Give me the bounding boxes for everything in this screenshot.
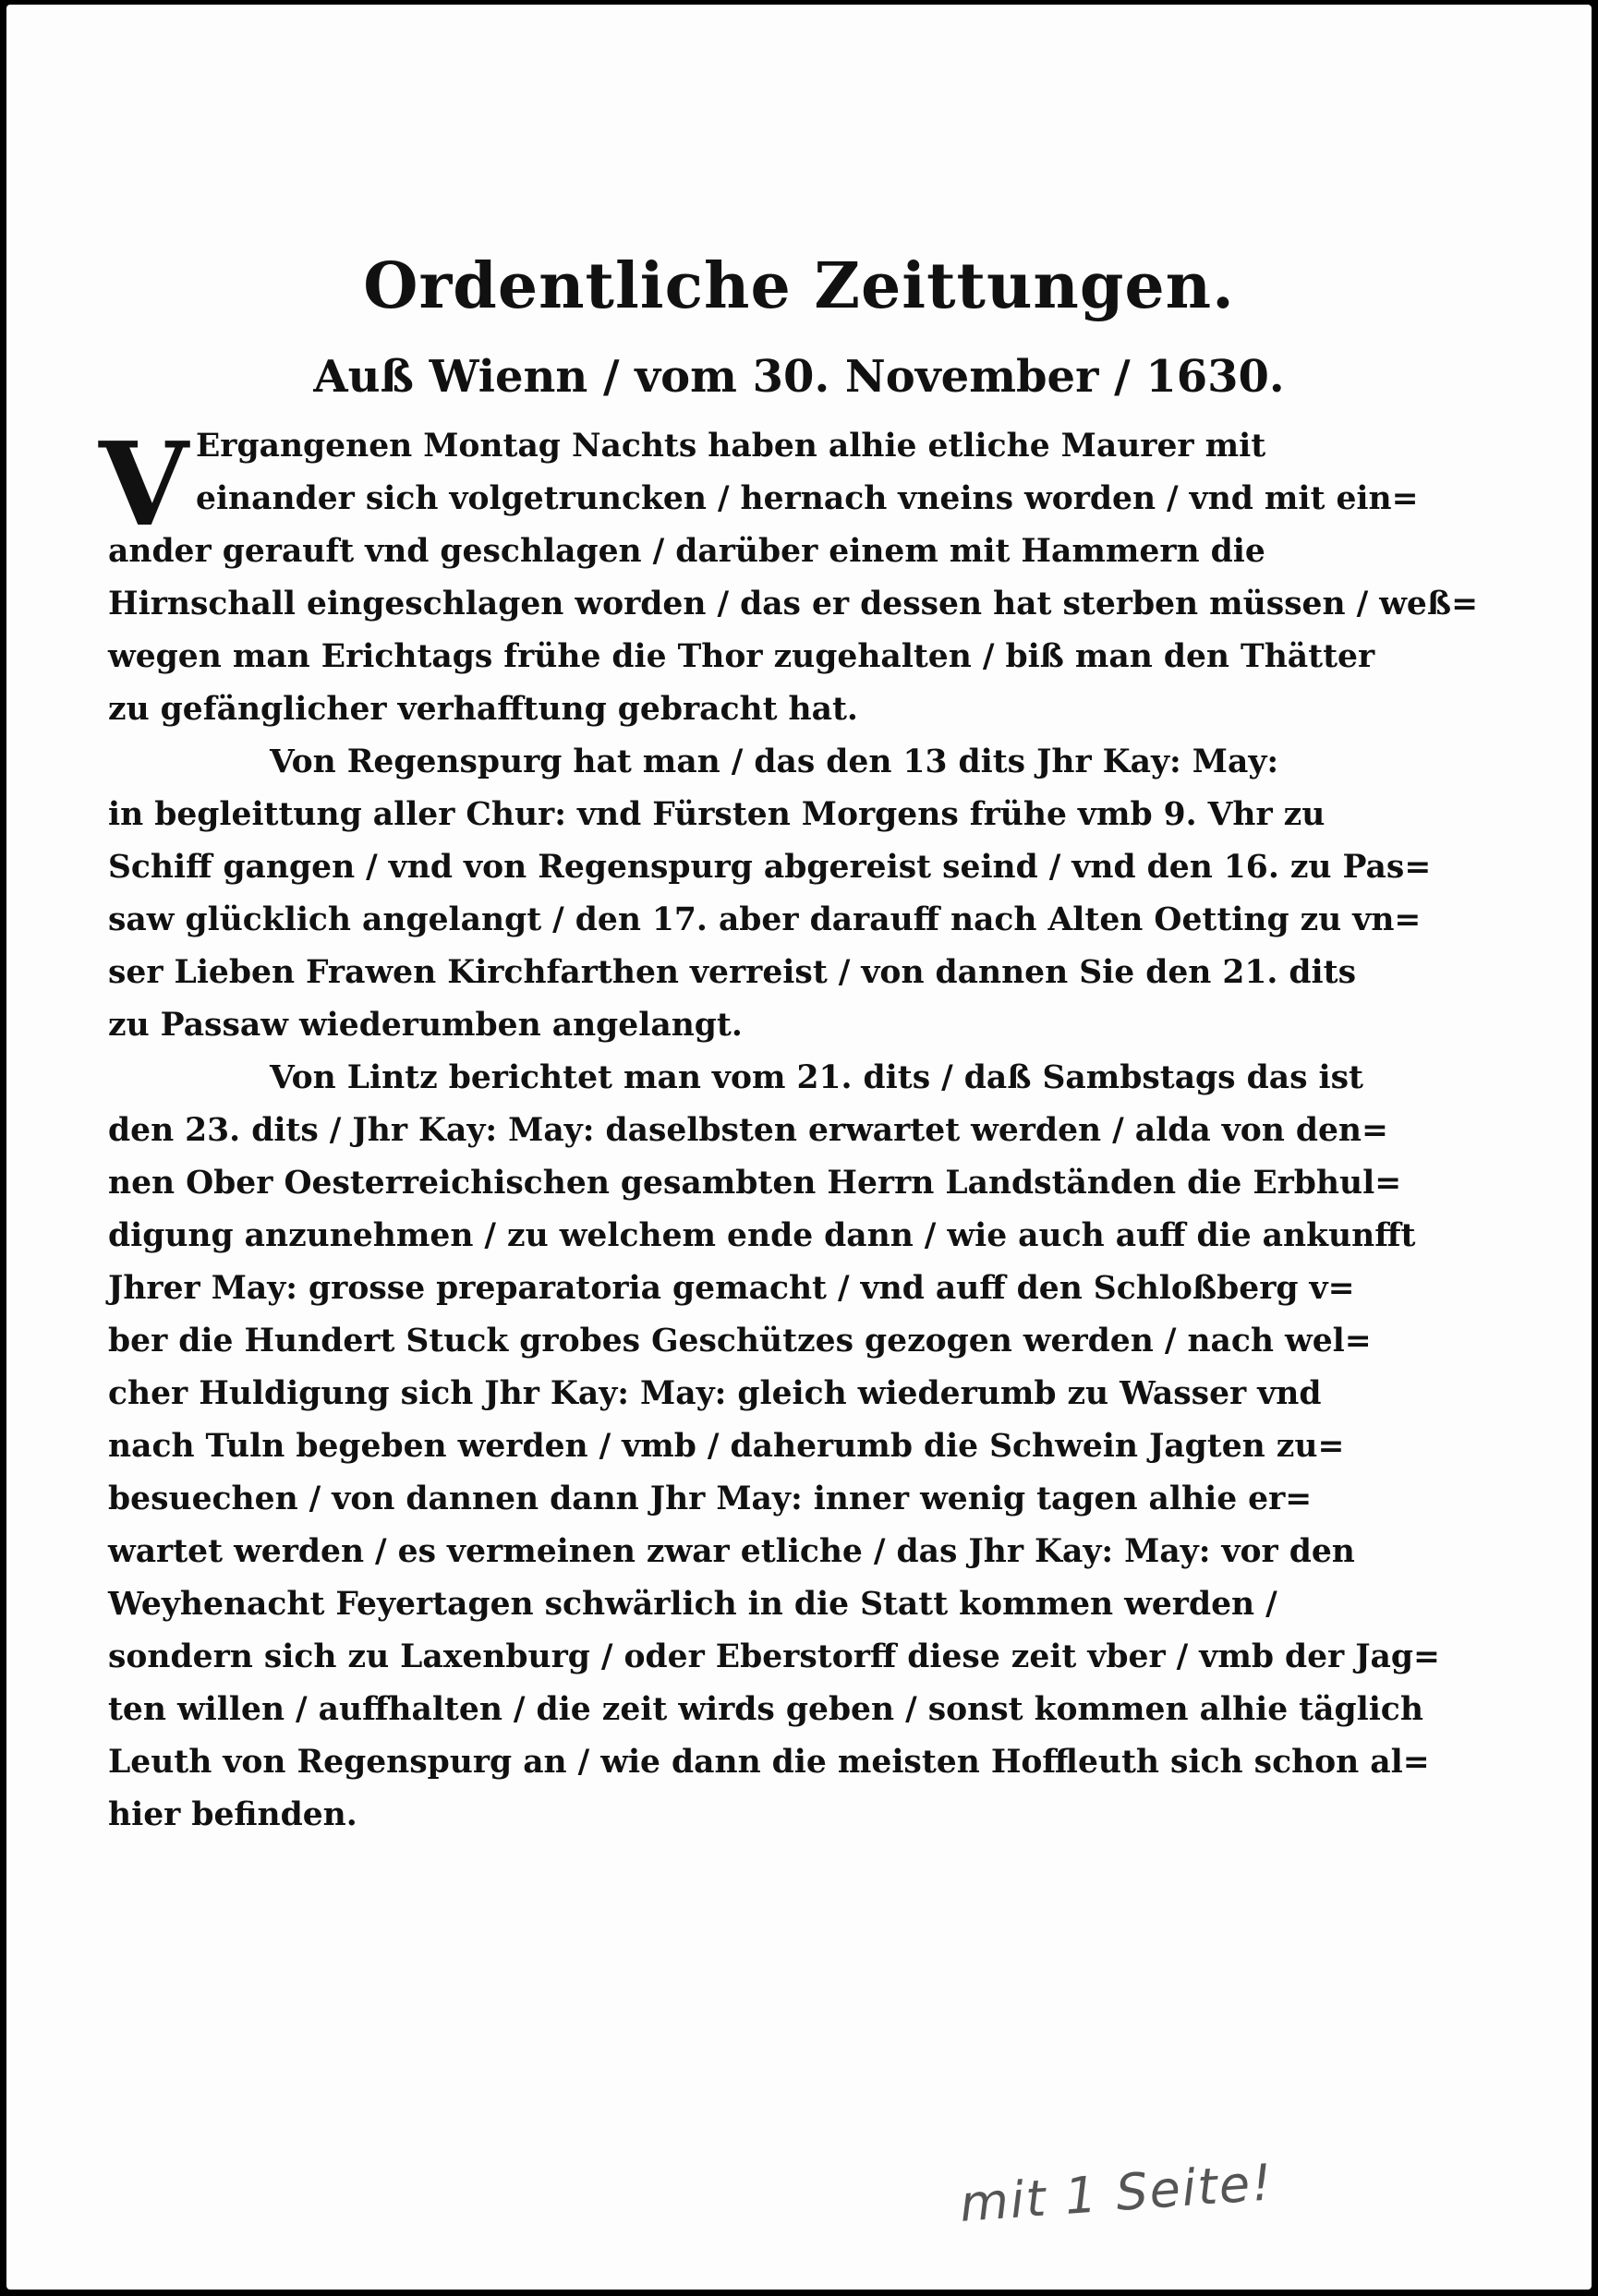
text-line: Weyhenacht Feyertagen schwärlich in die Statt kommen werden /: [108, 1586, 1277, 1623]
text-line: ber die Hundert Stuck grobes Geschützes gezogen werden / nach wel=: [108, 1323, 1372, 1359]
text-line: wegen man Erichtags frühe die Thor zugehalten / biß man den Thätter: [108, 638, 1375, 675]
text-line: in begleittung aller Chur: vnd Fürsten Morgens frühe vmb 9. Vhr zu: [108, 796, 1326, 833]
dateline: Auß Wienn / vom 30. November / 1630.: [313, 351, 1285, 403]
text-line: Ergangenen Montag Nachts haben alhie etliche Maurer mit: [196, 428, 1266, 465]
text-line: zu gefänglicher verhafftung gebracht hat.: [108, 691, 858, 728]
text-line: Von Regenspurg hat man / das den 13 dits Jhr Kay: May:: [270, 743, 1279, 780]
text-line: besuechen / von dannen dann Jhr May: inner wenig tagen alhie er=: [108, 1480, 1313, 1517]
text-line: Hirnschall eingeschlagen worden / das er dessen hat sterben müssen / weß=: [108, 586, 1478, 622]
text-line: einander sich volgetruncken / hernach vneins worden / vnd mit ein=: [196, 480, 1419, 517]
text-line: hier befinden.: [108, 1796, 357, 1833]
text-line: sondern sich zu Laxenburg / oder Eberstorff diese zeit vber / vmb der Jag=: [108, 1638, 1440, 1675]
text-line: nen Ober Oesterreichischen gesambten Herrn Landständen die Erbhul=: [108, 1165, 1402, 1202]
page-title: Ordentliche Zeittungen.: [363, 249, 1235, 323]
text-line: zu Passaw wiederumben angelangt.: [108, 1007, 743, 1044]
text-line: Von Lintz berichtet man vom 21. dits / daß Sambstags das ist: [270, 1059, 1363, 1096]
text-line: nach Tuln begeben werden / vmb / daherumb die Schwein Jagten zu=: [108, 1428, 1345, 1465]
text-line: Leuth von Regenspurg an / wie dann die meisten Hoffleuth sich schon al=: [108, 1744, 1430, 1781]
text-line: cher Huldigung sich Jhr Kay: May: gleich wiederumb zu Wasser vnd: [108, 1375, 1322, 1412]
first-paragraph-opening: [108, 420, 1466, 526]
text-line: ander gerauft vnd geschlagen / darüber einem mit Hammern die: [108, 533, 1265, 570]
text-line: wartet werden / es vermeinen zwar etliche / das Jhr Kay: May: vor den: [108, 1533, 1355, 1570]
text-line: Schiff gangen / vnd von Regenspurg abgereist seind / vnd den 16. zu Pas=: [108, 849, 1432, 886]
drop-cap: V: [99, 417, 188, 552]
text-line: den 23. dits / Jhr Kay: May: daselbsten erwartet werden / alda von den=: [108, 1112, 1388, 1149]
article-body: [108, 420, 1478, 1842]
newspaper-page: [6, 5, 1592, 2290]
handwritten-note: mit 1 Seite!: [958, 2153, 1276, 2233]
text-line: digung anzunehmen / zu welchem ende dann / wie auch auff die ankunfft: [108, 1217, 1416, 1254]
text-line: Jhrer May: grosse preparatoria gemacht / vnd auff den Schloßberg v=: [108, 1270, 1355, 1307]
text-line: saw glücklich angelangt / den 17. aber darauff nach Alten Oetting zu vn=: [108, 901, 1422, 938]
text-line: ten willen / auffhalten / die zeit wirds geben / sonst kommen alhie täglich: [108, 1691, 1423, 1728]
text-line: ser Lieben Frawen Kirchfarthen verreist / von dannen Sie den 21. dits: [108, 954, 1356, 991]
